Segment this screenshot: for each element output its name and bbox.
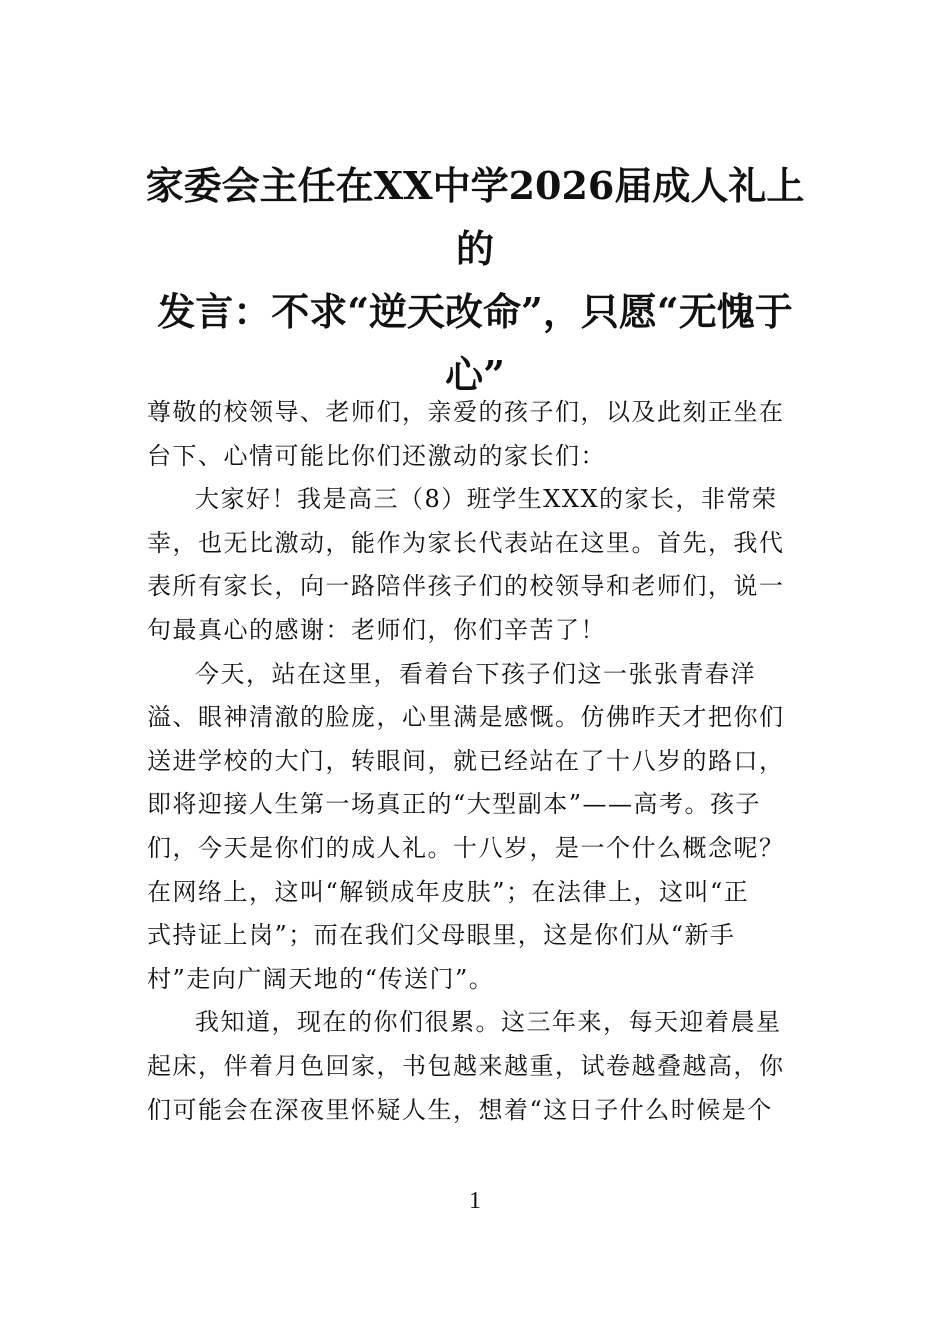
body-line: 表所有家长，向一路陪伴孩子们的校领导和老师们，说一: [147, 572, 785, 601]
body-line: 大家好！我是高三（8）班学生XXX的家长，非常荣: [195, 485, 778, 514]
body-line: 我知道，现在的你们很累。这三年来，每天迎着晨星: [195, 1008, 782, 1037]
title-line-2: 发言：不求“逆天改命”，只愿“无愧于: [157, 289, 793, 334]
body-line: 起床，伴着月色回家，书包越来越重，试卷越叠越高，你: [147, 1051, 785, 1080]
body-line: 们可能会在深夜里怀疑人生，想着“这日子什么时候是个: [147, 1095, 773, 1124]
title-line-1: 家委会主任在XX中学2026届成人礼上的: [145, 163, 805, 271]
body-line: 句最真心的感谢：老师们，你们辛苦了！: [147, 615, 606, 644]
document-title: [145, 154, 805, 406]
body-line: 尊敬的校领导、老师们，亲爱的孩子们，以及此刻正坐在: [147, 398, 785, 426]
body-line: 幸，也无比激动，能作为家长代表站在这里。首先，我代: [147, 528, 785, 557]
body-line: 溢、眼神清澈的脸庞，心里满是感慨。仿佛昨天才把你们: [147, 703, 785, 732]
body-line: 式持证上岗”；而在我们父母眼里，这是你们从“新手: [147, 921, 736, 950]
title-line-3: 心”: [445, 352, 505, 397]
body-line: 台下、心情可能比你们还激动的家长们：: [147, 441, 606, 470]
document-body: [147, 391, 787, 1132]
body-line: 今天，站在这里，看着台下孩子们这一张张青春洋: [195, 659, 756, 688]
body-line: 在网络上，这叫“解锁成年皮肤”；在法律上，这叫“正: [147, 877, 750, 906]
page-number: 1: [469, 1188, 481, 1214]
body-line: 村”走向广阔天地的“传送门”。: [147, 964, 495, 993]
body-line: 们，今天是你们的成人礼。十八岁，是一个什么概念呢？: [147, 833, 785, 862]
body-line: 送进学校的大门，转眼间，就已经站在了十八岁的路口，: [147, 746, 785, 775]
body-line: 即将迎接人生第一场真正的“大型副本”——高考。孩子: [147, 790, 762, 819]
